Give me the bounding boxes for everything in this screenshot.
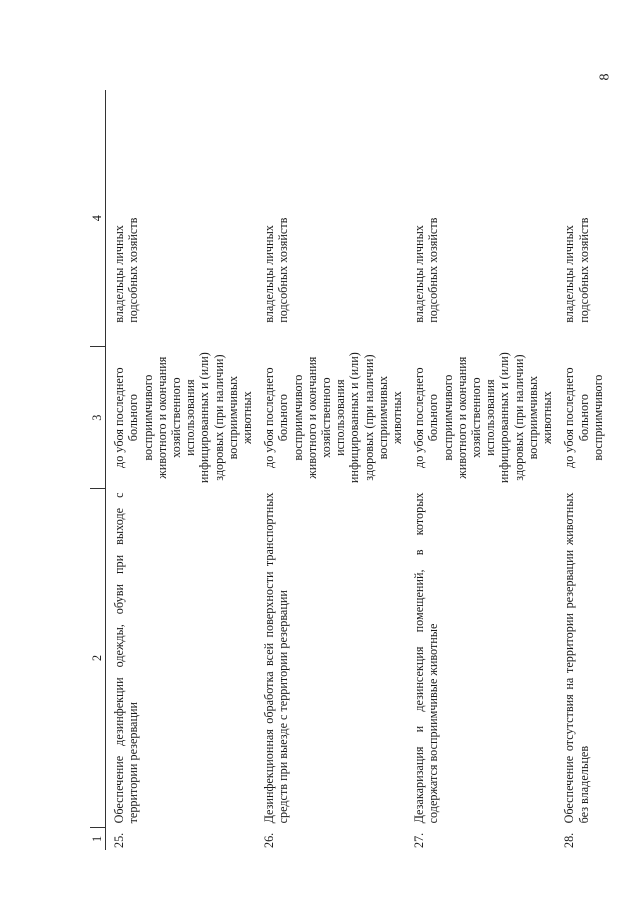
responsible-text: владельцы личных подсобных хозяйств — [562, 217, 591, 323]
table-row — [256, 90, 406, 850]
header-cell-1: 1 — [90, 827, 106, 850]
table-row — [406, 90, 556, 850]
term-text: до убоя последнего больного восприимчивого животного и окончания хозяйственного использования инфицированных и (или) здоровых (при наличии) восприимчивых животных — [412, 352, 555, 484]
header-cell-3: 3 — [90, 347, 106, 489]
measure-text: Обеспечение дезинфекции одежды, обуви при выходе с территории резервации — [112, 492, 141, 824]
header-cell-4: 4 — [90, 90, 106, 347]
term-text: до убоя последнего больного восприимчивого — [562, 367, 605, 468]
header-cell-2: 2 — [90, 489, 106, 828]
measure-text: Дезинфекционная обработка всей поверхности транспортных средств при выезде с территории резервации — [262, 492, 291, 824]
row-number: 26. — [262, 832, 277, 848]
measure-text: Дезакаризация и дезинсекция помещений, в которых содержатся восприимчивые животные — [412, 492, 441, 824]
row-number: 27. — [412, 832, 427, 848]
rotated-table-container — [90, 90, 605, 850]
term-text: до убоя последнего больного восприимчивого животного и окончания хозяйственного использования инфицированных и (или) здоровых (при наличии) восприимчивых животных — [262, 352, 405, 484]
responsible-text: владельцы личных подсобных хозяйств — [262, 217, 291, 323]
table-header-row — [90, 90, 106, 850]
table-row — [556, 90, 640, 850]
row-number: 28. — [562, 832, 577, 848]
page-number: 8 — [597, 73, 613, 81]
table-row — [106, 90, 257, 850]
measure-text: Обеспечение отсутствия на территории резервации животных без владельцев — [562, 492, 591, 824]
measures-table — [90, 90, 640, 850]
responsible-text: владельцы личных подсобных хозяйств — [112, 217, 141, 323]
term-text: до убоя последнего больного восприимчивого животного и окончания хозяйственного использования инфицированных и (или) здоровых (при наличии) восприимчивых животных — [112, 352, 255, 484]
responsible-text: владельцы личных подсобных хозяйств — [412, 217, 441, 323]
row-number: 25. — [112, 832, 127, 848]
